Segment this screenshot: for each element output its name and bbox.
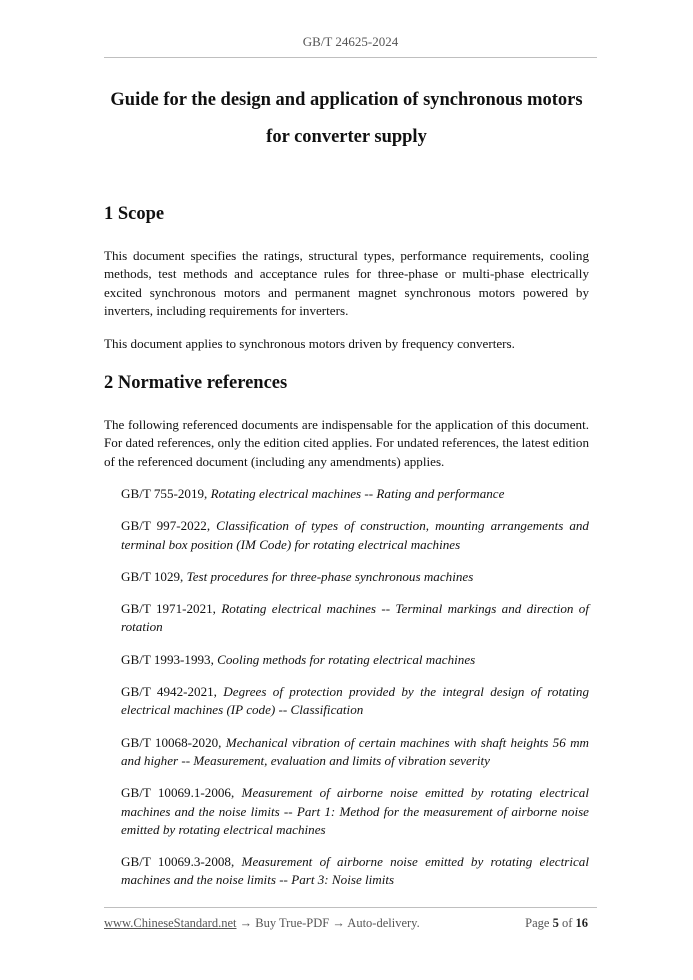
reference-title: Rotating electrical machines -- Rating and performance: [210, 486, 505, 501]
reference-item: [121, 853, 589, 890]
reference-code: GB/T 10068-2020,: [121, 734, 226, 750]
footer-site-link[interactable]: www.ChineseStandard.net: [104, 916, 237, 930]
reference-item: [121, 568, 589, 586]
reference-item: [121, 485, 589, 503]
section-heading-scope: 1 Scope: [104, 204, 165, 224]
footer-divider: [104, 907, 597, 908]
reference-code: GB/T 10069.3-2008,: [121, 854, 242, 870]
reference-title: Classification of types of construction, mounting arrangements and terminal box position (IM Code) for rotating electrical machines: [121, 518, 589, 552]
scope-paragraph-1: This document specifies the ratings, structural types, performance requirements, cooling methods, test methods and acceptance rules for three-phase or multi-phase electrically excited synchronous motors and permanent magnet synchronous motors powered by inverters, including requirements for inverters.: [104, 248, 589, 318]
reference-title: Test procedures for three-phase synchronous machines: [186, 568, 474, 584]
section-heading-normative-references: 2 Normative references: [104, 373, 288, 393]
reference-item: [121, 734, 589, 771]
header-divider: [104, 57, 597, 58]
reference-title: Mechanical vibration of certain machines with shaft heights 56 mm and higher -- Measurement, evaluation and limits of vibration severity: [121, 734, 589, 768]
page-total: 16: [575, 916, 588, 930]
footer-promo-text: → Buy True-PDF → Auto-delivery.: [236, 916, 420, 930]
page-counter: [525, 916, 588, 931]
normative-references-intro: The following referenced documents are indispensable for the application of this document. For dated references, only the edition cited applies. For undated references, the latest edition of the referenced document (including any amendments) applies.: [104, 417, 589, 469]
running-header: GB/T 24625-2024: [302, 34, 399, 49]
reference-title: Cooling methods for rotating electrical machines: [217, 651, 476, 667]
page-of-label: of: [558, 916, 576, 930]
page-label: Page: [525, 916, 553, 930]
reference-item: [121, 651, 589, 669]
document-title-line-2: for converter supply: [266, 127, 427, 147]
reference-item: [121, 784, 589, 839]
reference-title: Degrees of protection provided by the integral design of rotating electrical machines (IP code) -- Classification: [121, 684, 590, 718]
document-title: [104, 82, 589, 156]
reference-title: Measurement of airborne noise emitted by rotating electrical machines and the noise limits -- Part 1: Method for the measurement of airborne noise emitted by rotating electrical machines: [121, 785, 589, 837]
reference-code: GB/T 1993-1993,: [121, 651, 218, 667]
scope-paragraph-2: This document applies to synchronous motors driven by frequency converters.: [104, 336, 515, 351]
page-number: 5: [552, 916, 559, 930]
reference-item: [121, 517, 589, 554]
reference-title: Rotating electrical machines -- Terminal markings and direction of rotation: [121, 601, 589, 635]
reference-code: GB/T 1971-2021,: [121, 601, 222, 617]
reference-title: Measurement of airborne noise emitted by rotating electrical machines and the noise limits -- Part 3: Noise limits: [121, 854, 589, 888]
reference-code: GB/T 1029,: [121, 568, 187, 584]
document-title-line-1: Guide for the design and application of synchronous motors: [110, 90, 583, 110]
reference-code: GB/T 997-2022,: [121, 518, 217, 534]
footer-promo: [104, 916, 420, 931]
reference-list: [121, 485, 589, 904]
reference-code: GB/T 755-2019,: [121, 486, 211, 501]
reference-code: GB/T 4942-2021,: [121, 684, 224, 700]
reference-item: [121, 683, 589, 720]
reference-code: GB/T 10069.1-2006,: [121, 785, 242, 801]
reference-item: [121, 600, 589, 637]
